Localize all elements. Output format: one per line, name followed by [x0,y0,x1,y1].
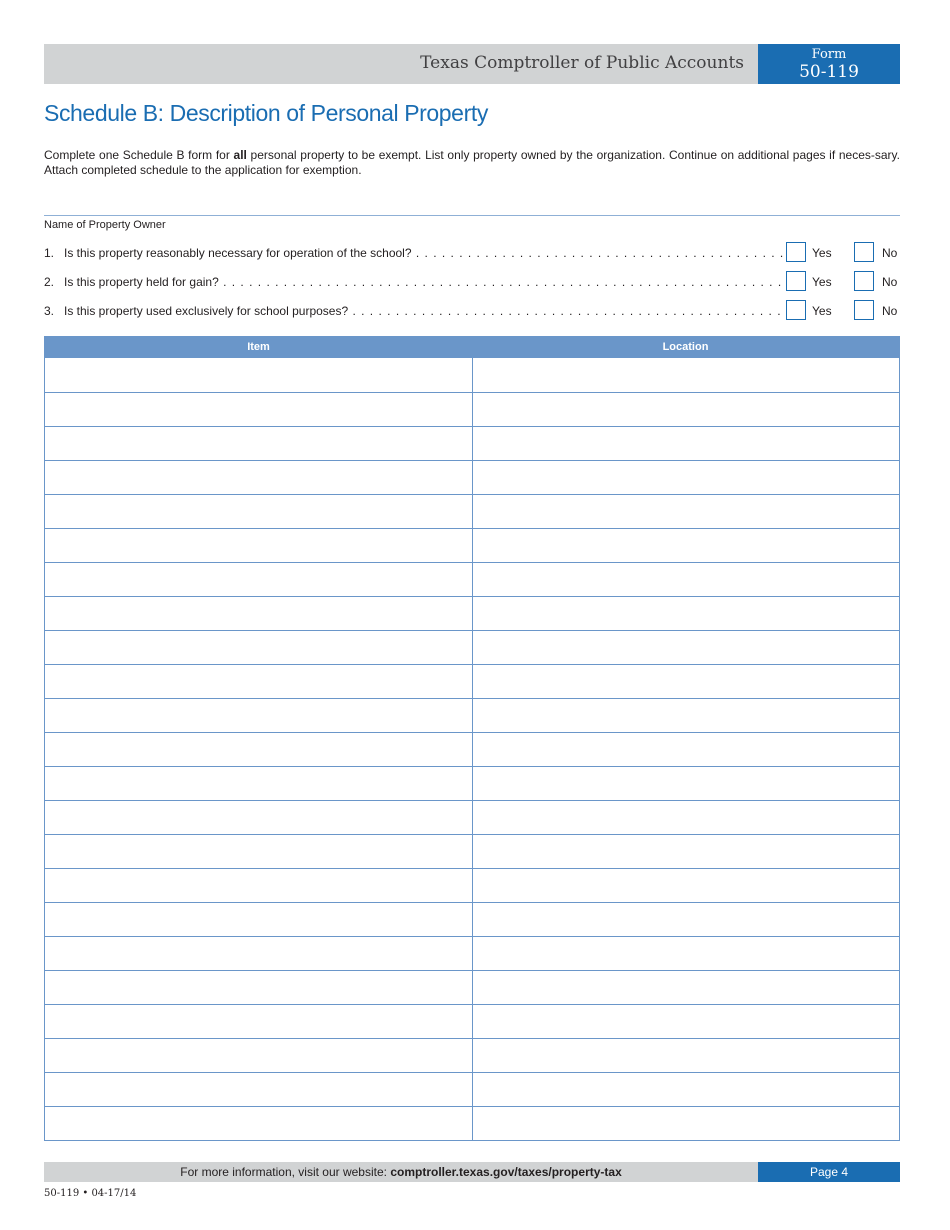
table-row [45,868,899,902]
no-checkbox[interactable] [854,271,874,291]
table-row [45,1072,899,1106]
table-row [45,1004,899,1038]
table-row [45,528,899,562]
item-cell[interactable] [45,1107,473,1140]
location-cell[interactable] [473,801,900,834]
owner-name-field[interactable] [44,215,900,216]
question-text: Is this property used exclusively for school purposes? . . . [64,304,806,318]
no-label: No [882,304,898,318]
form-number-box [758,44,900,84]
location-cell[interactable] [473,937,900,970]
table-row [45,732,899,766]
item-cell[interactable] [45,1073,473,1106]
footer-info-bar [44,1162,758,1182]
item-cell[interactable] [45,1005,473,1038]
location-cell[interactable] [473,767,900,800]
table-row [45,766,899,800]
item-cell[interactable] [45,358,473,392]
item-cell[interactable] [45,733,473,766]
item-cell[interactable] [45,699,473,732]
location-cell[interactable] [473,427,900,460]
table-row [45,596,899,630]
item-cell[interactable] [45,427,473,460]
location-column-header: Location [662,341,709,353]
form-revision-code: 50-119 • 04-17/14 [44,1188,137,1199]
table-row [45,562,899,596]
location-cell[interactable] [473,665,900,698]
location-cell[interactable] [473,563,900,596]
location-cell[interactable] [473,733,900,766]
location-cell[interactable] [473,903,900,936]
header-bar [44,44,758,84]
table-row [45,1106,899,1140]
location-cell[interactable] [473,699,900,732]
location-cell[interactable] [473,1073,900,1106]
location-cell[interactable] [473,1107,900,1140]
property-table [44,336,900,1141]
location-cell[interactable] [473,495,900,528]
footer-info-text: For more information, visit our website: [180,1165,391,1179]
item-cell[interactable] [45,1039,473,1072]
question-number: 1. [44,246,55,260]
item-cell[interactable] [45,393,473,426]
item-cell[interactable] [45,563,473,596]
table-row [45,970,899,1004]
item-cell[interactable] [45,495,473,528]
table-row [45,1038,899,1072]
agency-name: Texas Comptroller of Public Accounts [420,53,744,73]
table-row [45,358,899,392]
item-cell[interactable] [45,903,473,936]
item-cell[interactable] [45,631,473,664]
table-row [45,426,899,460]
item-cell[interactable] [45,801,473,834]
table-row [45,664,899,698]
table-row [45,936,899,970]
item-cell[interactable] [45,835,473,868]
yes-label: Yes [812,304,832,318]
question-number: 2. [44,275,55,289]
table-row [45,630,899,664]
question-text: Is this property reasonably necessary for operation of the school? . . . [64,246,806,260]
instructions-part2: personal property to be exempt. List only property owned by the organization. Continue on additional pages if neces-sary. Attach completed schedule to the application for exemption. [44,148,900,177]
item-cell[interactable] [45,461,473,494]
form-label: Form [811,47,847,62]
no-label: No [882,275,898,289]
item-cell[interactable] [45,665,473,698]
no-label: No [882,246,898,260]
item-cell[interactable] [45,597,473,630]
question-3 [44,300,900,322]
table-row [45,800,899,834]
table-row [45,460,899,494]
location-cell[interactable] [473,393,900,426]
location-cell[interactable] [473,358,900,392]
location-cell[interactable] [473,631,900,664]
instructions [44,148,900,178]
location-cell[interactable] [473,971,900,1004]
item-column-header: Item [247,341,270,353]
yes-checkbox[interactable] [786,300,806,320]
yes-checkbox[interactable] [786,242,806,262]
location-cell[interactable] [473,1005,900,1038]
item-cell[interactable] [45,767,473,800]
yes-checkbox[interactable] [786,271,806,291]
location-cell[interactable] [473,835,900,868]
table-body [45,358,899,1140]
question-1 [44,242,900,264]
table-row [45,494,899,528]
item-cell[interactable] [45,529,473,562]
item-cell[interactable] [45,971,473,1004]
table-row [45,834,899,868]
item-cell[interactable] [45,869,473,902]
page-title: Schedule B: Description of Personal Property [44,100,488,126]
page-number: Page 4 [758,1162,900,1182]
owner-name-label: Name of Property Owner [44,219,166,231]
no-checkbox[interactable] [854,300,874,320]
instructions-bold: all [233,148,247,162]
question-number: 3. [44,304,55,318]
item-cell[interactable] [45,937,473,970]
table-row [45,698,899,732]
location-cell[interactable] [473,529,900,562]
yes-label: Yes [812,246,832,260]
table-row [45,902,899,936]
no-checkbox[interactable] [854,242,874,262]
location-cell[interactable] [473,597,900,630]
form-number: 50-119 [799,62,859,82]
yes-label: Yes [812,275,832,289]
question-2 [44,271,900,293]
table-row [45,392,899,426]
location-cell[interactable] [473,461,900,494]
instructions-part1: Complete one Schedule B form for [44,148,234,162]
location-cell[interactable] [473,869,900,902]
website-link[interactable]: comptroller.texas.gov/taxes/property-tax [390,1165,622,1179]
question-text: Is this property held for gain? . . . [64,275,806,289]
location-cell[interactable] [473,1039,900,1072]
table-header [45,337,899,358]
